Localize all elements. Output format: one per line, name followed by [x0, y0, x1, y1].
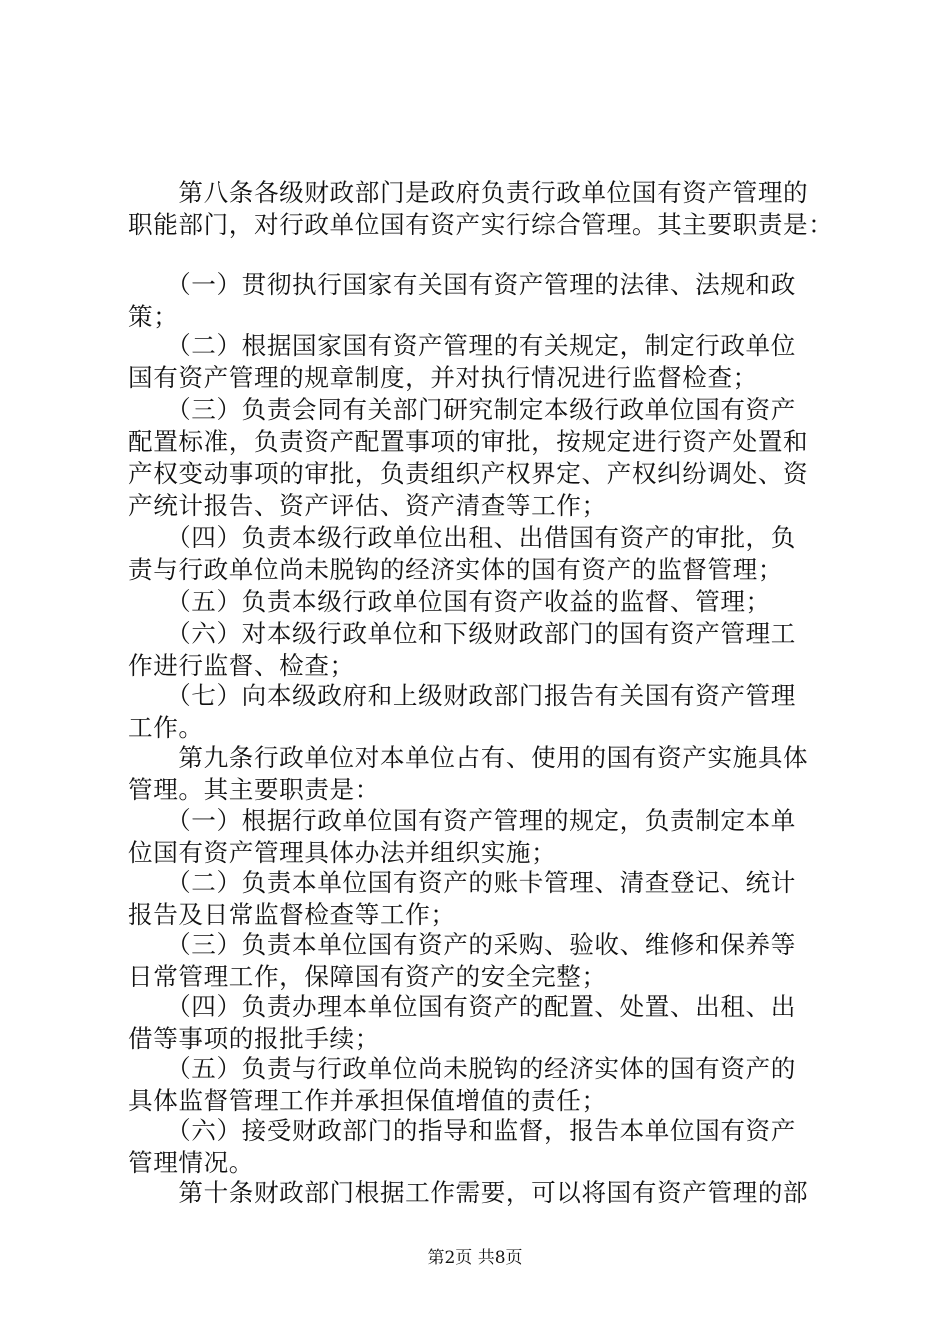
- text-line: 第八条各级财政部门是政府负责行政单位国有资产管理的: [128, 178, 809, 207]
- text-line: 配置标准，负责资产配置事项的审批，按规定进行资产处置和: [128, 427, 809, 456]
- text-line: （四）负责办理本单位国有资产的配置、处置、出租、出: [128, 992, 796, 1021]
- text-line: 第十条财政部门根据工作需要，可以将国有资产管理的部: [128, 1178, 809, 1207]
- text-line: 借等事项的报批手续；: [128, 1024, 380, 1053]
- text-line: （三）负责会同有关部门研究制定本级行政单位国有资产: [128, 395, 796, 424]
- text-line: （二）根据国家国有资产管理的有关规定，制定行政单位: [128, 331, 796, 360]
- text-line: 管理情况。: [128, 1148, 254, 1177]
- text-line: 策；: [128, 302, 179, 331]
- page-footer: 第2页 共8页: [427, 1248, 523, 1268]
- text-line: 工作。: [128, 713, 204, 742]
- text-line: （五）负责本级行政单位国有资产收益的监督、管理；: [128, 587, 771, 616]
- text-line: 具体监督管理工作并承担保值增值的责任；: [128, 1086, 607, 1115]
- text-line: （五）负责与行政单位尚未脱钩的经济实体的国有资产的: [128, 1054, 796, 1083]
- text-line: 国有资产管理的规章制度，并对执行情况进行监督检查；: [128, 363, 758, 392]
- text-line: （六）对本级行政单位和下级财政部门的国有资产管理工: [128, 619, 796, 648]
- text-line: （四）负责本级行政单位出租、出借国有资产的审批，负: [128, 523, 796, 552]
- text-line: 作进行监督、检查；: [128, 651, 355, 680]
- text-line: 责与行政单位尚未脱钩的经济实体的国有资产的监督管理；: [128, 555, 784, 584]
- text-line: 日常管理工作，保障国有资产的安全完整；: [128, 962, 607, 991]
- text-line: 第九条行政单位对本单位占有、使用的国有资产实施具体: [128, 743, 809, 772]
- text-line: 职能部门，对行政单位国有资产实行综合管理。其主要职责是：: [128, 210, 834, 239]
- text-line: （二）负责本单位国有资产的账卡管理、清查登记、统计: [128, 868, 796, 897]
- text-line: 位国有资产管理具体办法并组织实施；: [128, 838, 557, 867]
- text-line: 产权变动事项的审批，负责组织产权界定、产权纠纷调处、资: [128, 459, 809, 488]
- text-line: （七）向本级政府和上级财政部门报告有关国有资产管理: [128, 681, 796, 710]
- text-line: （三）负责本单位国有资产的采购、验收、维修和保养等: [128, 930, 796, 959]
- text-line: 产统计报告、资产评估、资产清查等工作；: [128, 491, 607, 520]
- text-line: 管理。其主要职责是：: [128, 775, 380, 804]
- text-line: （一）根据行政单位国有资产管理的规定，负责制定本单: [128, 806, 796, 835]
- text-line: 报告及日常监督检查等工作；: [128, 900, 456, 929]
- text-line: （六）接受财政部门的指导和监督，报告本单位国有资产: [128, 1116, 796, 1145]
- text-line: （一）贯彻执行国家有关国有资产管理的法律、法规和政: [128, 270, 796, 299]
